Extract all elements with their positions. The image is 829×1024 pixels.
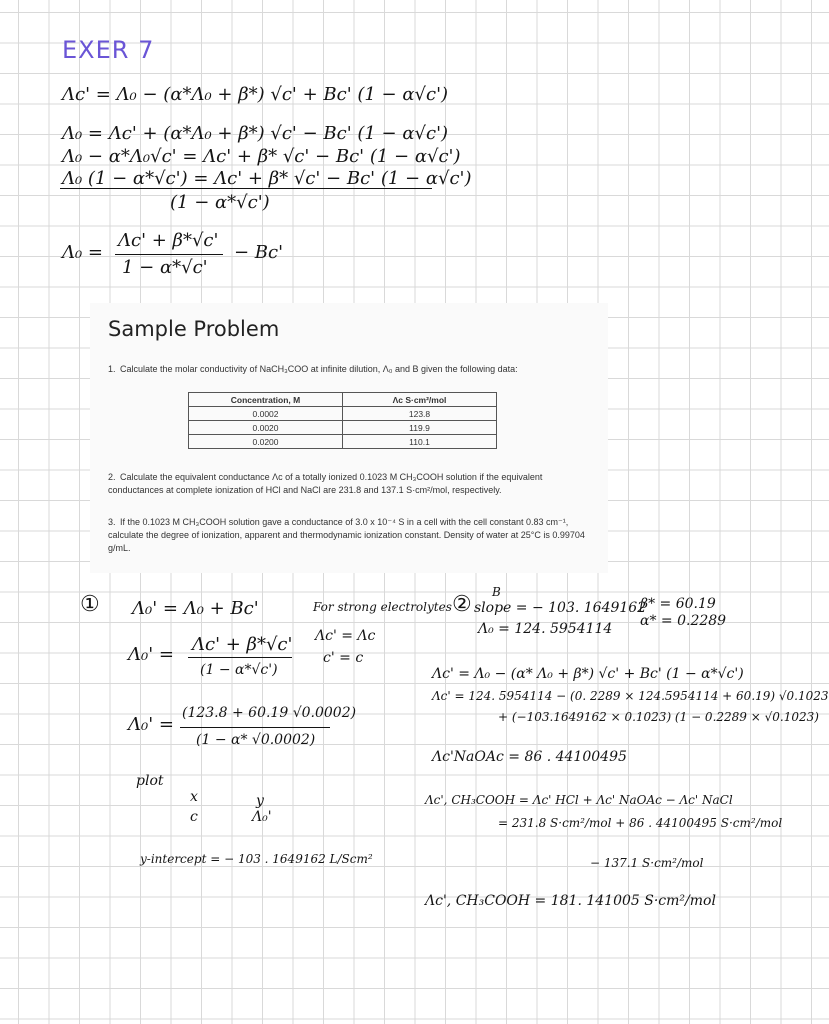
solution-2-eq1: Λc' = Λ₀ − (α* Λ₀ + β*) √c' + Bc' (1 − α*√c') xyxy=(432,666,744,682)
solution-2-eq2: Λc' = 124. 5954114 − (0. 2289 × 124.5954114 + 60.19) √0.1023 xyxy=(432,689,829,703)
solution-1-eq3-bar xyxy=(180,727,330,728)
exercise-title: EXER 7 xyxy=(62,36,155,64)
solution-1-eq2-num: Λc' + β*√c' xyxy=(192,634,293,655)
table-row xyxy=(189,407,497,421)
solution-1-eq2-bar xyxy=(188,657,292,658)
result-tail: − Bc' xyxy=(234,242,284,263)
result-fraction-bar xyxy=(115,254,223,255)
question-3-number: 3. xyxy=(108,517,116,527)
sample-problem-card xyxy=(90,303,608,573)
strong-electrolyte-note: For strong electrolytes xyxy=(313,600,452,614)
table-header-row xyxy=(189,393,497,407)
alpha-star-value: α* = 0.2289 xyxy=(640,613,727,629)
question-2-text: Calculate the equivalent conductance Λc of a totally ionized 0.1023 M CH₃COOH solution if the equivalent conductances at complete ionization of HCl and NaCl are 231.8 and 137.1 S·cm²/mol, respectively. xyxy=(108,472,543,495)
beta-star-value: β* = 60.19 xyxy=(640,596,716,612)
fraction-bar xyxy=(60,188,432,189)
table-cell: 0.0020 xyxy=(189,421,343,435)
conductivity-table xyxy=(188,392,497,449)
derivation-line-5: (1 − α*√c') xyxy=(170,192,270,213)
table-row xyxy=(189,421,497,435)
strong-electrolyte-eq2: c' = c xyxy=(323,650,364,666)
acetic-acid-eq2: = 231.8 S·cm²/mol + 86 . 44100495 S·cm²/mol xyxy=(498,816,783,830)
table-row xyxy=(189,435,497,449)
solution-1-eq1: Λ₀' = Λ₀ + Bc' xyxy=(132,598,259,619)
table-cell: 0.0002 xyxy=(189,407,343,421)
table-cell: 110.1 xyxy=(343,435,497,449)
result-denominator: 1 − α*√c' xyxy=(122,257,208,278)
solution-1-eq3-den: (1 − α* √0.0002) xyxy=(196,732,316,748)
table-header-concentration: Concentration, M xyxy=(189,393,343,407)
derivation-line-3: Λ₀ − α*Λ₀√c' = Λc' + β* √c' − Bc' (1 − α√c') xyxy=(62,146,461,167)
plot-label: plot xyxy=(136,773,164,789)
solution-1-eq3-num: (123.8 + 60.19 √0.0002) xyxy=(182,705,357,721)
strong-electrolyte-eq1: Λc' = Λc xyxy=(315,628,376,644)
question-3 xyxy=(108,516,592,555)
acetic-acid-final: Λc', CH₃COOH = 181. 141005 S·cm²/mol xyxy=(425,893,716,909)
solution-1-marker: ① xyxy=(80,592,100,617)
solution-1-eq2-den: (1 − α*√c') xyxy=(200,662,278,678)
question-3-text: If the 0.1023 M CH₃COOH solution gave a conductance of 3.0 x 10⁻⁴ S in a cell with the cell constant 0.83 cm⁻¹, calculate the degree of ionization, apparent and thermodynamic ionization constant. Density of water at 25°C is 0.99704 g/mL. xyxy=(108,517,585,553)
derivation-line-2: Λ₀ = Λc' + (α*Λ₀ + β*) √c' − Bc' (1 − α√c') xyxy=(62,123,449,144)
solution-2-lambda0: Λ₀ = 124. 5954114 xyxy=(478,621,613,637)
plot-y-label: y xyxy=(256,793,264,809)
solution-2-marker: ② xyxy=(452,592,472,617)
table-cell: 119.9 xyxy=(343,421,497,435)
solution-2-eq3: + (−103.1649162 × 0.1023) (1 − 0.2289 × √0.1023) xyxy=(498,710,819,724)
solution-2-b-label: B xyxy=(492,585,501,599)
solution-2-slope: slope = − 103. 1649162 xyxy=(474,600,647,616)
plot-y-value: Λ₀' xyxy=(252,809,272,825)
question-1 xyxy=(108,363,592,376)
plot-x-value: c xyxy=(190,809,198,825)
table-header-conductivity: Λc S·cm²/mol xyxy=(343,393,497,407)
y-intercept-result: y-intercept = − 103 . 1649162 L/Scm² xyxy=(140,852,373,866)
solution-1-eq3-lhs: Λ₀' = xyxy=(128,714,174,735)
question-2 xyxy=(108,471,592,497)
naoac-conductance: Λc'NaOAc = 86 . 44100495 xyxy=(432,749,627,765)
table-cell: 0.0200 xyxy=(189,435,343,449)
derivation-line-4: Λ₀ (1 − α*√c') = Λc' + β* √c' − Bc' (1 − α√c') xyxy=(62,168,472,189)
sample-problem-heading: Sample Problem xyxy=(108,317,280,341)
plot-x-label: x xyxy=(190,789,198,805)
result-lhs: Λ₀ = xyxy=(62,242,104,263)
derivation-line-1: Λc' = Λ₀ − (α*Λ₀ + β*) √c' + Bc' (1 − α√c') xyxy=(62,84,449,105)
question-2-number: 2. xyxy=(108,472,116,482)
acetic-acid-eq3: − 137.1 S·cm²/mol xyxy=(590,856,704,870)
table-cell: 123.8 xyxy=(343,407,497,421)
solution-1-eq2-lhs: Λ₀' = xyxy=(128,644,174,665)
question-1-text: Calculate the molar conductivity of NaCH₃COO at infinite dilution, Λ₀ and B given the following data: xyxy=(120,364,518,374)
question-1-number: 1. xyxy=(108,364,116,374)
acetic-acid-eq1: Λc', CH₃COOH = Λc' HCl + Λc' NaOAc − Λc' NaCl xyxy=(425,793,733,807)
result-numerator: Λc' + β*√c' xyxy=(118,230,219,251)
